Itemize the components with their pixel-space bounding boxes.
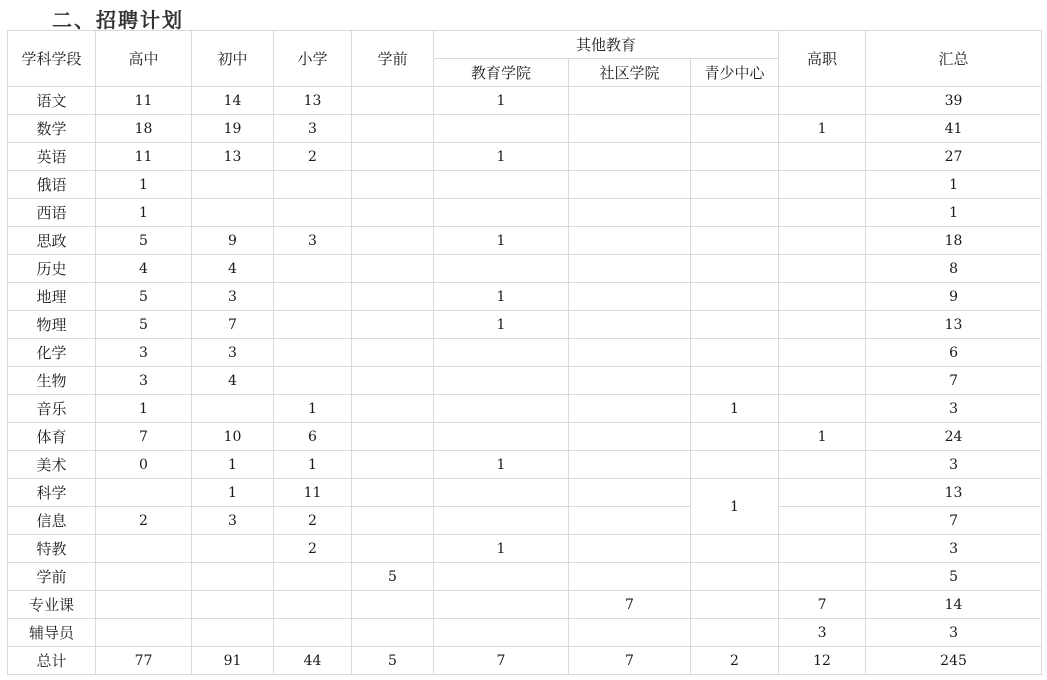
cell-vocational [779,563,866,591]
row-subject: 地理 [8,283,96,311]
cell-vocational [779,283,866,311]
cell-preschool: 5 [352,647,434,675]
cell-youth-center [691,591,779,619]
cell-education-college [434,367,569,395]
cell-education-college: 1 [434,283,569,311]
cell-primary: 3 [274,227,352,255]
cell-high: 5 [96,311,192,339]
cell-youth-center [691,311,779,339]
cell-middle: 14 [192,87,274,115]
cell-preschool [352,451,434,479]
cell-education-college: 1 [434,143,569,171]
cell-primary: 1 [274,395,352,423]
row-subject: 思政 [8,227,96,255]
cell-middle: 10 [192,423,274,451]
cell-high: 3 [96,367,192,395]
cell-middle: 3 [192,283,274,311]
cell-preschool [352,255,434,283]
table-row [8,227,1042,255]
cell-primary: 2 [274,535,352,563]
cell-primary [274,283,352,311]
cell-middle: 19 [192,115,274,143]
cell-community-college [569,283,691,311]
cell-preschool [352,339,434,367]
row-subject: 西语 [8,199,96,227]
table-row [8,395,1042,423]
row-subject: 生物 [8,367,96,395]
cell-total: 18 [866,227,1042,255]
cell-education-college [434,395,569,423]
cell-primary [274,255,352,283]
cell-vocational: 12 [779,647,866,675]
cell-high [96,479,192,507]
row-subject: 俄语 [8,171,96,199]
cell-high: 11 [96,87,192,115]
table-row [8,171,1042,199]
cell-middle [192,563,274,591]
cell-high: 5 [96,227,192,255]
cell-total: 8 [866,255,1042,283]
cell-primary: 2 [274,143,352,171]
cell-total: 3 [866,395,1042,423]
row-subject: 语文 [8,87,96,115]
cell-education-college [434,479,569,507]
cell-preschool [352,199,434,227]
cell-total: 1 [866,171,1042,199]
table-row [8,423,1042,451]
cell-primary [274,199,352,227]
table-row [8,255,1042,283]
header-vocational: 高职 [779,31,866,87]
cell-middle: 4 [192,367,274,395]
cell-primary: 44 [274,647,352,675]
cell-vocational: 1 [779,115,866,143]
cell-total: 6 [866,339,1042,367]
cell-high: 0 [96,451,192,479]
cell-middle [192,619,274,647]
cell-community-college [569,199,691,227]
cell-vocational [779,479,866,507]
cell-education-college [434,591,569,619]
cell-preschool [352,311,434,339]
row-subject: 物理 [8,311,96,339]
cell-vocational [779,87,866,115]
cell-preschool [352,423,434,451]
cell-vocational [779,507,866,535]
cell-community-college [569,479,691,507]
cell-preschool [352,87,434,115]
table-row [8,283,1042,311]
cell-middle: 4 [192,255,274,283]
cell-total: 7 [866,367,1042,395]
cell-total: 27 [866,143,1042,171]
header-preschool: 学前 [352,31,434,87]
table-row [8,199,1042,227]
cell-preschool [352,367,434,395]
recruitment-plan-table [7,30,1042,675]
cell-primary [274,367,352,395]
header-middle-school: 初中 [192,31,274,87]
row-subject: 数学 [8,115,96,143]
cell-total: 41 [866,115,1042,143]
row-subject: 科学 [8,479,96,507]
cell-preschool [352,535,434,563]
row-subject: 化学 [8,339,96,367]
cell-total: 3 [866,451,1042,479]
cell-total: 1 [866,199,1042,227]
cell-preschool: 5 [352,563,434,591]
header-subject: 学科学段 [8,31,96,87]
cell-total: 24 [866,423,1042,451]
cell-youth-center-merged: 1 [691,479,779,535]
row-subject: 特教 [8,535,96,563]
cell-primary: 2 [274,507,352,535]
cell-community-college [569,423,691,451]
cell-high: 1 [96,171,192,199]
cell-high: 11 [96,143,192,171]
table-row [8,143,1042,171]
cell-education-college [434,199,569,227]
cell-vocational [779,255,866,283]
cell-vocational: 3 [779,619,866,647]
cell-youth-center [691,115,779,143]
table-row [8,619,1042,647]
cell-youth-center [691,171,779,199]
cell-high: 7 [96,423,192,451]
cell-youth-center [691,367,779,395]
header-total: 汇总 [866,31,1042,87]
cell-youth-center [691,143,779,171]
cell-middle [192,591,274,619]
cell-primary: 6 [274,423,352,451]
cell-high: 77 [96,647,192,675]
cell-youth-center [691,227,779,255]
cell-youth-center: 2 [691,647,779,675]
cell-preschool [352,507,434,535]
table-row [8,563,1042,591]
cell-education-college [434,115,569,143]
header-youth-center: 青少中心 [691,59,779,87]
cell-middle: 13 [192,143,274,171]
cell-preschool [352,619,434,647]
cell-education-college [434,619,569,647]
table-row [8,367,1042,395]
cell-education-college [434,423,569,451]
cell-preschool [352,591,434,619]
cell-vocational [779,535,866,563]
cell-primary: 11 [274,479,352,507]
cell-total: 7 [866,507,1042,535]
cell-vocational: 7 [779,591,866,619]
cell-middle: 1 [192,451,274,479]
row-subject: 信息 [8,507,96,535]
header-education-college: 教育学院 [434,59,569,87]
header-high-school: 高中 [96,31,192,87]
cell-education-college: 7 [434,647,569,675]
table-row [8,339,1042,367]
row-subject: 美术 [8,451,96,479]
cell-vocational [779,311,866,339]
table-row [8,479,1042,507]
cell-education-college: 1 [434,87,569,115]
cell-high: 1 [96,199,192,227]
cell-community-college [569,395,691,423]
cell-high: 18 [96,115,192,143]
cell-community-college [569,563,691,591]
row-subject: 学前 [8,563,96,591]
cell-high [96,535,192,563]
cell-youth-center [691,563,779,591]
cell-community-college [569,535,691,563]
cell-preschool [352,479,434,507]
cell-community-college [569,115,691,143]
cell-education-college [434,171,569,199]
cell-primary: 13 [274,87,352,115]
cell-education-college [434,339,569,367]
row-subject: 历史 [8,255,96,283]
header-row-1 [8,31,1042,59]
cell-middle: 91 [192,647,274,675]
cell-vocational [779,339,866,367]
cell-community-college: 7 [569,591,691,619]
cell-middle: 3 [192,339,274,367]
cell-preschool [352,227,434,255]
cell-high [96,563,192,591]
row-subject: 英语 [8,143,96,171]
row-subject: 辅导员 [8,619,96,647]
cell-primary [274,311,352,339]
cell-youth-center [691,87,779,115]
cell-high: 4 [96,255,192,283]
table-row [8,451,1042,479]
cell-vocational [779,143,866,171]
cell-total: 39 [866,87,1042,115]
cell-vocational [779,451,866,479]
cell-high: 2 [96,507,192,535]
cell-education-college: 1 [434,535,569,563]
cell-middle: 9 [192,227,274,255]
table-row [8,311,1042,339]
cell-community-college [569,227,691,255]
cell-youth-center [691,283,779,311]
cell-middle: 7 [192,311,274,339]
cell-high [96,619,192,647]
cell-vocational [779,395,866,423]
cell-preschool [352,143,434,171]
cell-education-college [434,255,569,283]
cell-community-college [569,311,691,339]
cell-high: 3 [96,339,192,367]
row-subject: 音乐 [8,395,96,423]
cell-education-college [434,507,569,535]
table-row [8,507,1042,535]
cell-education-college [434,563,569,591]
cell-middle [192,535,274,563]
cell-community-college [569,451,691,479]
cell-preschool [352,283,434,311]
cell-youth-center [691,339,779,367]
cell-total: 13 [866,311,1042,339]
cell-total: 13 [866,479,1042,507]
cell-primary [274,339,352,367]
cell-total: 9 [866,283,1042,311]
cell-vocational [779,171,866,199]
cell-total: 3 [866,619,1042,647]
cell-youth-center [691,451,779,479]
cell-preschool [352,171,434,199]
cell-youth-center [691,423,779,451]
cell-vocational [779,199,866,227]
cell-community-college [569,619,691,647]
table-row [8,87,1042,115]
cell-community-college [569,507,691,535]
table-row [8,115,1042,143]
cell-vocational [779,227,866,255]
row-subject-total: 总计 [8,647,96,675]
cell-middle: 3 [192,507,274,535]
cell-preschool [352,115,434,143]
header-primary-school: 小学 [274,31,352,87]
cell-youth-center: 1 [691,395,779,423]
total-row [8,647,1042,675]
cell-community-college [569,143,691,171]
cell-community-college: 7 [569,647,691,675]
table-row [8,535,1042,563]
cell-youth-center [691,535,779,563]
cell-youth-center [691,255,779,283]
cell-total: 5 [866,563,1042,591]
cell-youth-center [691,199,779,227]
cell-high: 1 [96,395,192,423]
cell-education-college: 1 [434,451,569,479]
cell-middle: 1 [192,479,274,507]
cell-community-college [569,367,691,395]
cell-primary [274,619,352,647]
cell-middle [192,199,274,227]
cell-community-college [569,171,691,199]
cell-total: 14 [866,591,1042,619]
cell-middle [192,171,274,199]
cell-primary [274,171,352,199]
row-subject: 体育 [8,423,96,451]
cell-education-college: 1 [434,227,569,255]
section-heading: 二、招聘计划 [52,8,184,32]
row-subject: 专业课 [8,591,96,619]
cell-preschool [352,395,434,423]
cell-vocational: 1 [779,423,866,451]
header-other-education: 其他教育 [434,31,779,59]
cell-high [96,591,192,619]
cell-middle [192,395,274,423]
cell-primary: 1 [274,451,352,479]
cell-community-college [569,339,691,367]
table-row [8,591,1042,619]
cell-primary [274,591,352,619]
cell-primary: 3 [274,115,352,143]
cell-vocational [779,367,866,395]
cell-community-college [569,255,691,283]
header-community-college: 社区学院 [569,59,691,87]
cell-high: 5 [96,283,192,311]
cell-youth-center [691,619,779,647]
cell-total: 3 [866,535,1042,563]
cell-total: 245 [866,647,1042,675]
cell-primary [274,563,352,591]
cell-community-college [569,87,691,115]
cell-education-college: 1 [434,311,569,339]
